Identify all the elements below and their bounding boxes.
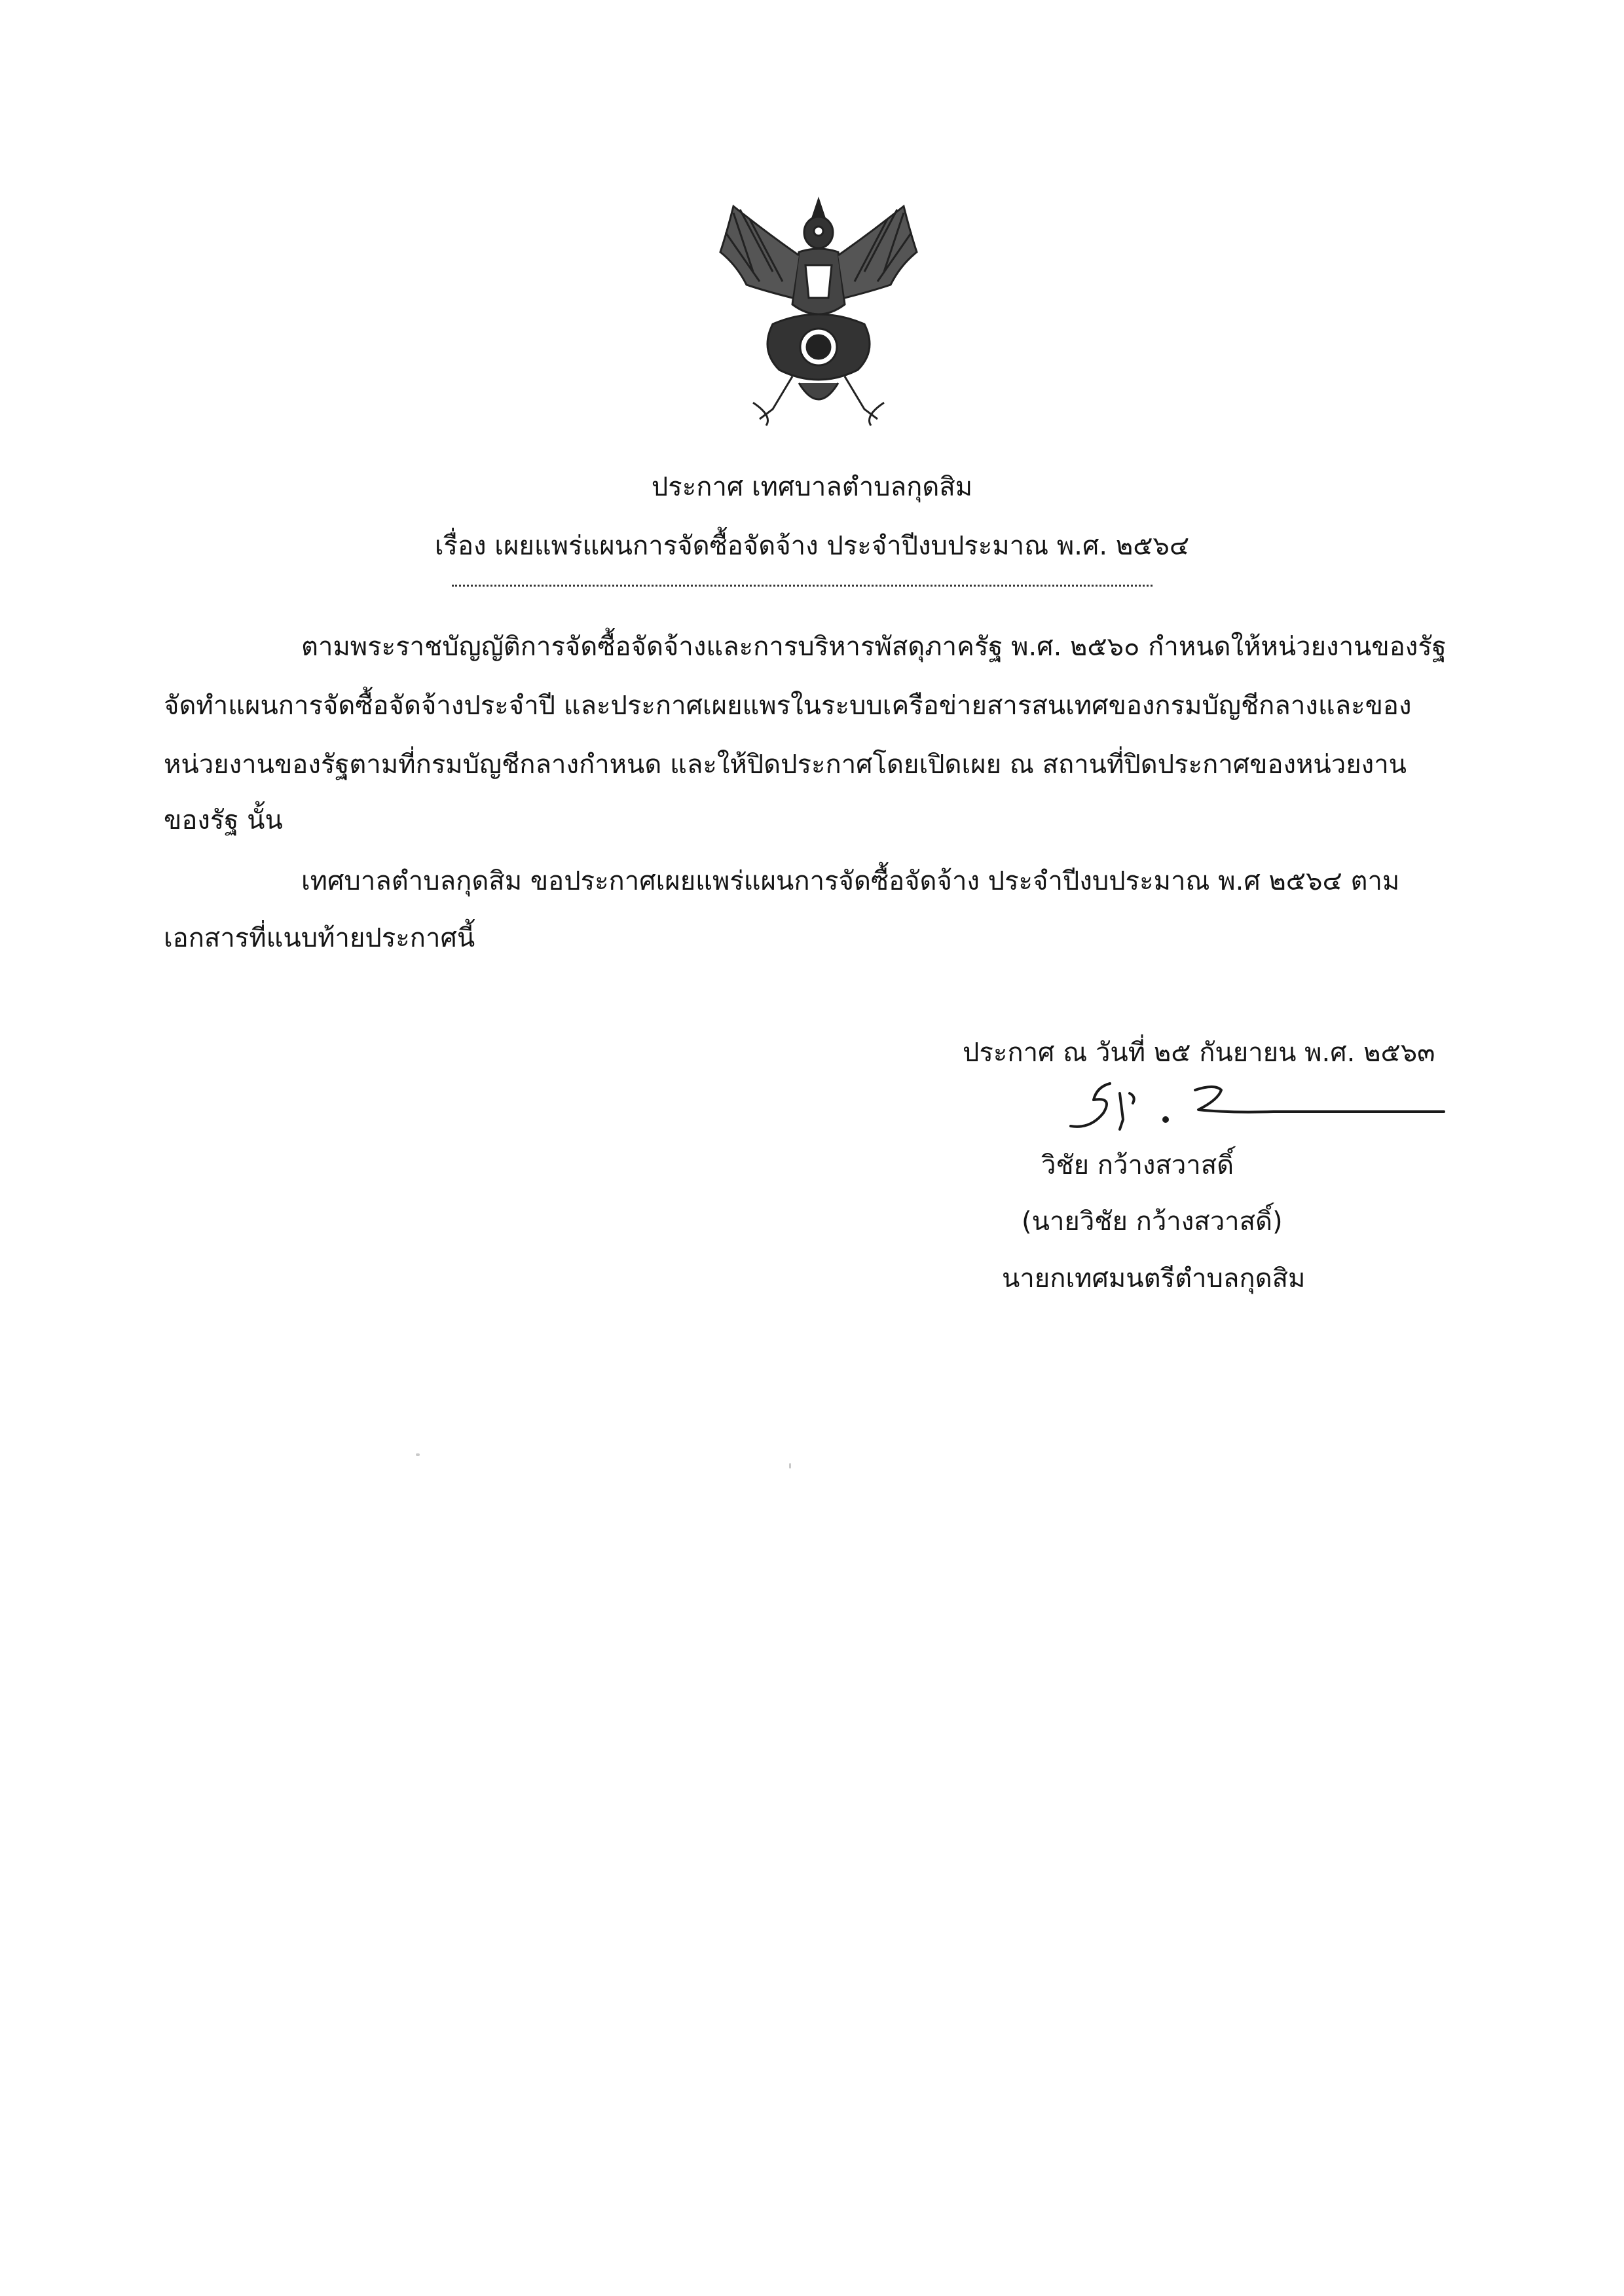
signer-title: นายกเทศมนตรีตำบลกุดสิม bbox=[1002, 1264, 1306, 1294]
signer-full-name: (นายวิชัย กว้างสวาสดิ์) bbox=[1022, 1207, 1283, 1237]
handwritten-signature bbox=[1058, 1074, 1450, 1146]
paragraph-1-line-4: ของรัฐ นั้น bbox=[164, 805, 283, 835]
scan-speck bbox=[416, 1453, 420, 1456]
paragraph-1-line-3: หน่วยงานของรัฐตามที่กรมบัญชีกลางกำหนด และให้ปิดประกาศโดยเปิดเผย ณ สถานที่ปิดประกาศของหน่วยงาน bbox=[164, 750, 1407, 780]
scan-speck bbox=[789, 1463, 791, 1468]
announcement-date: ประกาศ ณ วันที่ ๒๕ กันยายน พ.ศ. ๒๕๖๓ bbox=[963, 1038, 1435, 1068]
paragraph-2-line-2: เอกสารที่แนบท้ายประกาศนี้ bbox=[164, 923, 475, 953]
announcement-subject: เรื่อง เผยแพร่แผนการจัดซื้อจัดจ้าง ประจำปีงบประมาณ พ.ศ. ๒๕๖๔ bbox=[434, 531, 1190, 561]
garuda-emblem-icon bbox=[707, 193, 930, 429]
announcement-title: ประกาศ เทศบาลตำบลกุดสิม bbox=[651, 472, 973, 502]
signer-name: วิชัย กว้างสวาสดิ์ bbox=[1041, 1150, 1234, 1180]
title-underline-divider bbox=[452, 585, 1153, 587]
paragraph-1-line-1: ตามพระราชบัญญัติการจัดซื้อจัดจ้างและการบริหารพัสดุภาครัฐ พ.ศ. ๒๕๖๐ กำหนดให้หน่วยงานของรัฐ bbox=[301, 632, 1447, 662]
paragraph-1-line-2: จัดทำแผนการจัดซื้อจัดจ้างประจำปี และประกาศเผยแพรในระบบเครือข่ายสารสนเทศของกรมบัญชีกลางและของ bbox=[164, 691, 1412, 721]
paragraph-2-line-1: เทศบาลตำบลกุดสิม ขอประกาศเผยแพร่แผนการจัดซื้อจัดจ้าง ประจำปีงบประมาณ พ.ศ ๒๕๖๔ ตาม bbox=[301, 866, 1400, 896]
